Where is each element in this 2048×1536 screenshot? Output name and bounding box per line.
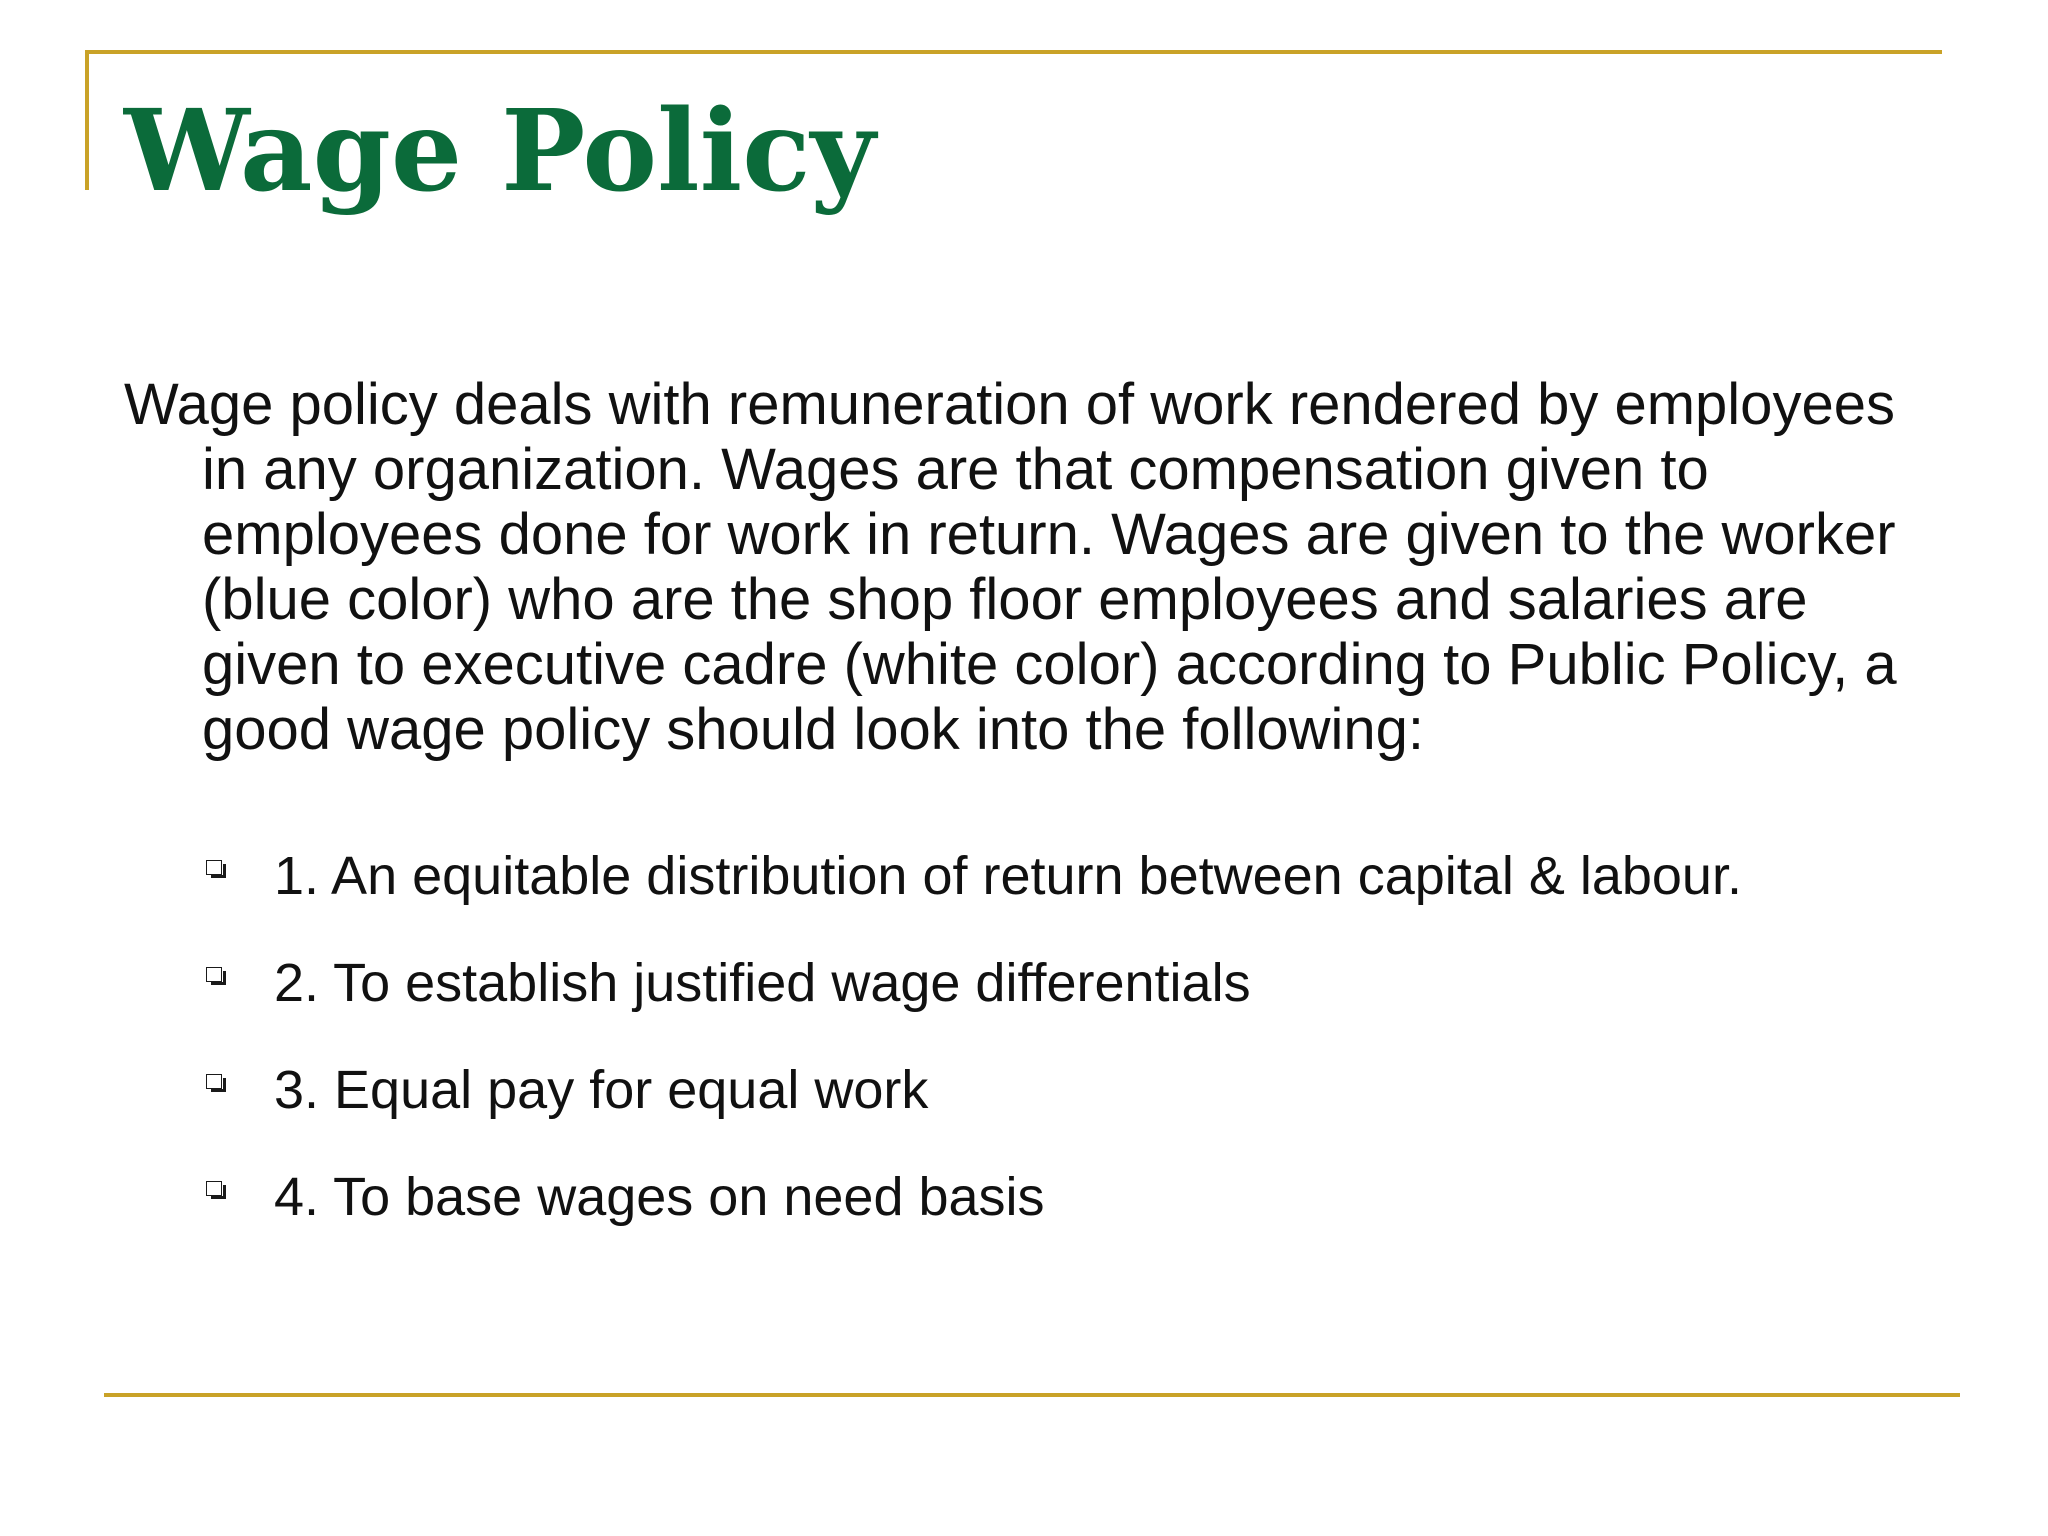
list-item bbox=[124, 953, 1904, 1060]
frame-left-rule bbox=[85, 50, 89, 190]
bullet-text: 2. To establish justified wage differentials bbox=[274, 953, 1251, 1013]
slide-title: Wage Policy bbox=[124, 86, 876, 217]
bullet-text: 3. Equal pay for equal work bbox=[274, 1060, 929, 1120]
intro-paragraph: Wage policy deals with remuneration of work rendered by employees in any organization. Wages are that compensation given to employees done for work in return. Wages are given to the worker (blue color) who are the shop floor employees and salaries are given to executive cadre (white color) according to Public Policy, a good wage policy should look into the following: bbox=[124, 372, 1897, 762]
hollow-square-bullet-icon bbox=[206, 860, 226, 878]
bullet-text: 4. To base wages on need basis bbox=[274, 1167, 1045, 1227]
bullet-text: 1. An equitable distribution of return between capital & labour. bbox=[274, 846, 1742, 906]
hollow-square-bullet-icon bbox=[206, 1074, 226, 1092]
hollow-square-bullet-icon bbox=[206, 967, 226, 985]
slide-body bbox=[124, 372, 1904, 1274]
frame-bottom-rule bbox=[104, 1393, 1960, 1397]
bullet-list bbox=[124, 846, 1904, 1274]
list-item bbox=[124, 1167, 1904, 1274]
list-item bbox=[124, 846, 1904, 953]
hollow-square-bullet-icon bbox=[206, 1181, 226, 1199]
list-item bbox=[124, 1060, 1904, 1167]
frame-top-rule bbox=[85, 50, 1942, 54]
